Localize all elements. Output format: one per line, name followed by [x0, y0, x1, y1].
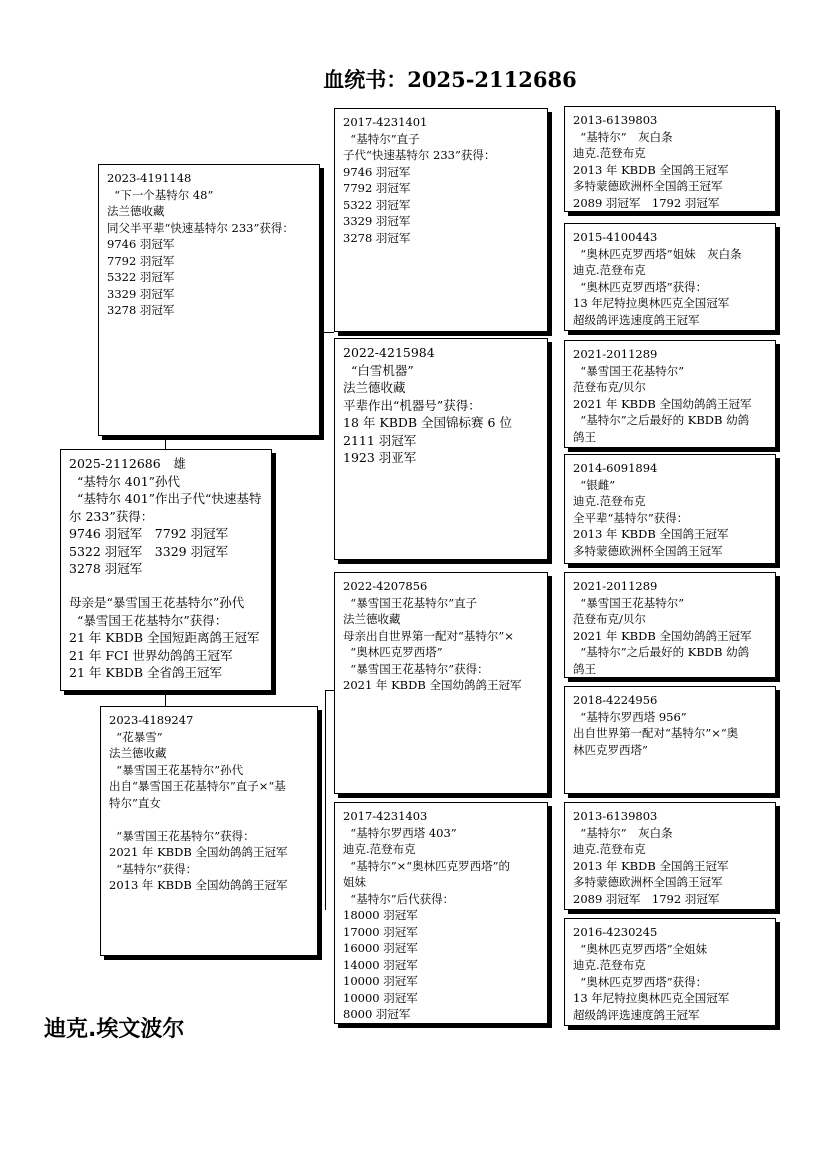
pedigree-text-line: 21 年 KBDB 全国短距离鸽王冠军 [69, 630, 260, 645]
dam-dam-lines [343, 808, 539, 1023]
pedigree-text-line: 3278 羽冠军 [343, 230, 411, 245]
pedigree-text-line: 法兰德收藏 [107, 204, 165, 218]
dam-sire-lines [343, 578, 539, 694]
pedigree-text-line: “奥林匹克罗西塔”获得： [573, 279, 708, 294]
pedigree-text-line: 迪克.范登布克 [573, 842, 646, 856]
pedigree-text-line: 2013 年 KBDB 全国鸽王冠军 [573, 527, 729, 541]
pedigree-text-line: 5322 羽冠军 3329 羽冠军 [69, 543, 229, 559]
pedigree-text-line: “奥林匹克罗西塔”全姐妹 [573, 941, 708, 956]
pedigree-text-line: 3278 羽冠军 [107, 303, 175, 317]
great-grand-card-1 [564, 106, 776, 212]
pedigree-text-line: 2013 年 KBDB 全国鸽王冠军 [573, 162, 729, 177]
pedigree-text-line: 2022-4207856 [343, 579, 428, 593]
pedigree-text-line: 迪克.范登布克 [573, 146, 646, 160]
pedigree-text-line: “基特尔 401”孙代 [69, 473, 181, 489]
pedigree-text-line: “基特尔罗西塔 403” [343, 825, 457, 840]
pedigree-text-line: “基特尔”获得： [109, 861, 198, 876]
pedigree-text-line: 2089 羽冠军 1792 羽冠军 [573, 891, 720, 906]
gg5-lines [573, 578, 767, 677]
pedigree-text-line: “奥林匹克罗西塔”获得： [573, 974, 708, 989]
pedigree-text-line: 2017-4231401 [343, 115, 428, 129]
gg6-lines [573, 692, 767, 758]
pedigree-text-line: 7792 羽冠军 [107, 253, 175, 268]
pedigree-text-line: “基特尔”后代获得： [343, 891, 455, 906]
pedigree-text-line: 21 年 KBDB 全省鸽王冠军 [69, 665, 223, 680]
pedigree-text-line: 2014-6091894 [573, 461, 658, 475]
connector-gg-2 [550, 370, 551, 500]
connector-dam-branch [325, 690, 334, 691]
pedigree-text-line: 9746 羽冠军 [107, 237, 175, 251]
pedigree-text-line: “基特尔”之后最好的 KBDB 幼鸽 [573, 645, 750, 659]
pedigree-text-line: 2021 年 KBDB 全国幼鸽鸽王冠军 [573, 628, 752, 643]
pedigree-text-line: 出自“暴雪国王花基特尔”直子×“基 [109, 779, 286, 793]
pedigree-text-line: “奥林匹克罗西塔”姐妹 灰白条 [573, 246, 742, 261]
great-grand-card-6 [564, 686, 776, 794]
pedigree-text-line: 2013-6139803 [573, 809, 658, 823]
connector-gg-4 [550, 830, 551, 970]
pedigree-text-line: 8000 羽冠军 [343, 1007, 411, 1021]
pedigree-text-line: “下一个基特尔 48” [107, 187, 214, 202]
pedigree-text-line: “花暴雪” [109, 729, 163, 744]
pedigree-text-line: 2022-4215984 [343, 345, 435, 360]
pedigree-text-line: 5322 羽冠军 [343, 197, 411, 212]
pedigree-text-line: 多特蒙德欧洲杯全国鸽王冠军 [573, 179, 723, 193]
pedigree-text-line: 9746 羽冠军 7792 羽冠军 [69, 526, 229, 541]
pedigree-text-line: 13 年尼特拉奥林匹克全国冠军 [573, 991, 730, 1005]
pedigree-text-line: 10000 羽冠军 [343, 974, 418, 988]
pedigree-text-line: “暴雪国王花基特尔”获得： [343, 661, 489, 676]
gg7-lines [573, 808, 767, 907]
great-grand-card-2 [564, 223, 776, 331]
pedigree-text-line: “基特尔”之后最好的 KBDB 幼鸽 [573, 413, 750, 427]
page-title: 血统书：2025-2112686 [323, 67, 577, 92]
connector-sire-branch [322, 332, 334, 333]
pedigree-text-line: 法兰德收藏 [109, 746, 167, 760]
pedigree-text-line: 超级鸽评选速度鸽王冠军 [573, 1007, 700, 1022]
pedigree-text-line: 3329 羽冠军 [107, 286, 175, 301]
pedigree-text-line: 2013 年 KBDB 全国幼鸽鸽王冠军 [109, 878, 288, 892]
great-grand-card-3 [564, 340, 776, 448]
pedigree-text-line: 2021 年 KBDB 全国幼鸽鸽王冠军 [343, 678, 522, 692]
pedigree-text-line: “暴雪国王花基特尔”孙代 [109, 762, 244, 777]
connector-dam-branch-v [325, 690, 326, 910]
pedigree-text-line: 2023-4189247 [109, 713, 194, 727]
pedigree-text-line: “暴雪国王花基特尔” [573, 363, 685, 378]
pedigree-text-line: “基特尔 401”作出子代“快速基特 [69, 491, 262, 506]
pedigree-text-line: 平辈作出“机器号”获得： [343, 397, 481, 413]
pedigree-text-line: 多特蒙德欧洲杯全国鸽王冠军 [573, 875, 723, 889]
dam-lines [109, 712, 309, 894]
pedigree-text-line: 姐妹 [343, 875, 366, 889]
pedigree-text-line: “暴雪国王花基特尔”获得： [109, 828, 255, 843]
pedigree-text-line: 2016-4230245 [573, 925, 658, 939]
connector-gg-1 [550, 160, 551, 290]
great-grand-card-4 [564, 454, 776, 564]
gg4-lines [573, 460, 767, 559]
pedigree-text-line: 母亲出自世界第一配对“基特尔”× [343, 628, 514, 643]
pedigree-text-line: 迪克.范登布克 [573, 494, 646, 508]
pedigree-text-line: 2013 年 KBDB 全国鸽王冠军 [573, 858, 729, 873]
pedigree-text-line: 16000 羽冠军 [343, 941, 418, 955]
pedigree-text-line: 2025-2112686 雄 [69, 456, 186, 471]
pedigree-text-line: 18000 羽冠军 [343, 908, 418, 922]
pedigree-text-line: 2021-2011289 [573, 347, 658, 361]
pedigree-text-line: 5322 羽冠军 [107, 270, 175, 284]
pedigree-text-line: 同父半平辈“快速基特尔 233”获得： [107, 220, 294, 235]
dam-sire-card [334, 572, 548, 794]
pedigree-text-line: 2017-4231403 [343, 809, 428, 823]
pedigree-text-line: 范登布克/贝尔 [573, 612, 646, 626]
pedigree-text-line: 尔 233”获得： [69, 508, 154, 524]
pedigree-text-line: 超级鸽评选速度鸽王冠军 [573, 312, 700, 327]
subject-lines [69, 455, 263, 682]
sire-sire-lines [343, 114, 539, 246]
pedigree-text-line: 7792 羽冠军 [343, 181, 411, 195]
pedigree-text-line: “基特尔” 灰白条 [573, 129, 673, 144]
pedigree-text-line: 出自世界第一配对“基特尔”×“奥 [573, 726, 739, 740]
great-grand-card-5 [564, 572, 776, 678]
sire-card [98, 164, 320, 436]
sire-dam-lines [343, 344, 539, 467]
connector-sire [165, 436, 166, 450]
pedigree-text-line: 2089 羽冠军 1792 羽冠军 [573, 195, 720, 210]
pedigree-text-line: 林匹克罗西塔” [573, 742, 648, 757]
pedigree-text-line: 法兰德收藏 [343, 380, 406, 395]
pedigree-text-line: “银雌” [573, 477, 616, 492]
pedigree-text-line: 母亲是“暴雪国王花基特尔”孙代 [69, 595, 245, 610]
pedigree-text-line: 多特蒙德欧洲杯全国鸽王冠军 [573, 543, 723, 558]
pedigree-text-line [69, 578, 263, 595]
pedigree-text-line: 1923 羽亚军 [343, 450, 417, 465]
pedigree-text-line: “暴雪国王花基特尔” [573, 595, 685, 610]
pedigree-text-line: “基特尔”直子 [343, 131, 420, 146]
pedigree-text-line [109, 811, 309, 828]
great-grand-card-7 [564, 802, 776, 910]
pedigree-text-line: 范登布克/贝尔 [573, 380, 646, 394]
pedigree-text-line: “暴雪国王花基特尔”直子 [343, 595, 478, 610]
pedigree-text-line: 18 年 KBDB 全国锦标赛 6 位 [343, 415, 512, 430]
pedigree-text-line: 2023-4191148 [107, 171, 192, 185]
pedigree-text-line: 全平辈“基特尔”获得： [573, 510, 689, 525]
sire-lines [107, 170, 311, 319]
pedigree-text-line: “白雪机器” [343, 362, 414, 378]
pedigree-text-line: “基特尔”×“奥林匹克罗西塔”的 [343, 858, 510, 873]
pedigree-text-line: 14000 羽冠军 [343, 957, 418, 972]
pedigree-text-line: 2021 年 KBDB 全国幼鸽鸽王冠军 [109, 845, 288, 859]
pedigree-text-line: 2013-6139803 [573, 113, 658, 127]
pedigree-text-line: “暴雪国王花基特尔”获得： [69, 612, 228, 628]
pedigree-text-line: 17000 羽冠军 [343, 924, 418, 939]
pedigree-text-line: 3329 羽冠军 [343, 214, 411, 228]
gg2-lines [573, 229, 767, 328]
pedigree-text-line: “基特尔” 灰白条 [573, 825, 673, 840]
pedigree-text-line: 特尔”直女 [109, 795, 161, 810]
pedigree-text-line: “奥林匹克罗西塔” [343, 645, 443, 659]
pedigree-text-line: 2018-4224956 [573, 693, 658, 707]
connector-gg-3 [550, 600, 551, 730]
connector-sire-branch-v [322, 332, 323, 440]
breeder-name: 迪克.埃文波尔 [44, 1017, 185, 1042]
gg3-lines [573, 346, 767, 445]
gg1-lines [573, 112, 767, 211]
pedigree-text-line: 迪克.范登布克 [573, 958, 646, 972]
gg8-lines [573, 924, 767, 1023]
pedigree-text-line: 子代“快速基特尔 233”获得： [343, 148, 496, 162]
pedigree-text-line: 9746 羽冠军 [343, 164, 411, 179]
pedigree-text-line: 迪克.范登布克 [573, 263, 646, 277]
pedigree-text-line: 3278 羽冠军 [69, 561, 143, 576]
pedigree-text-line: 21 年 FCI 世界幼鸽鸽王冠军 [69, 647, 233, 663]
sire-sire-card [334, 108, 548, 332]
pedigree-text-line: 鸽王 [573, 429, 596, 444]
pedigree-text-line: 2021 年 KBDB 全国幼鸽鸽王冠军 [573, 396, 752, 411]
sire-dam-card [334, 338, 548, 560]
dam-dam-card [334, 802, 548, 1024]
pedigree-text-line: 鸽王 [573, 661, 596, 676]
pedigree-text-line: 13 年尼特拉奥林匹克全国冠军 [573, 296, 730, 310]
pedigree-text-line: 迪克.范登布克 [343, 842, 416, 856]
pedigree-text-line: 10000 羽冠军 [343, 990, 418, 1005]
pedigree-text-line: “基特尔罗西塔 956” [573, 709, 687, 724]
pedigree-text-line: 法兰德收藏 [343, 612, 401, 626]
pedigree-text-line: 2111 羽冠军 [343, 432, 417, 448]
pedigree-text-line: 2021-2011289 [573, 579, 658, 593]
dam-card [100, 706, 318, 956]
great-grand-card-8 [564, 918, 776, 1026]
subject-pigeon-card [60, 449, 272, 691]
pedigree-text-line: 2015-4100443 [573, 230, 658, 244]
